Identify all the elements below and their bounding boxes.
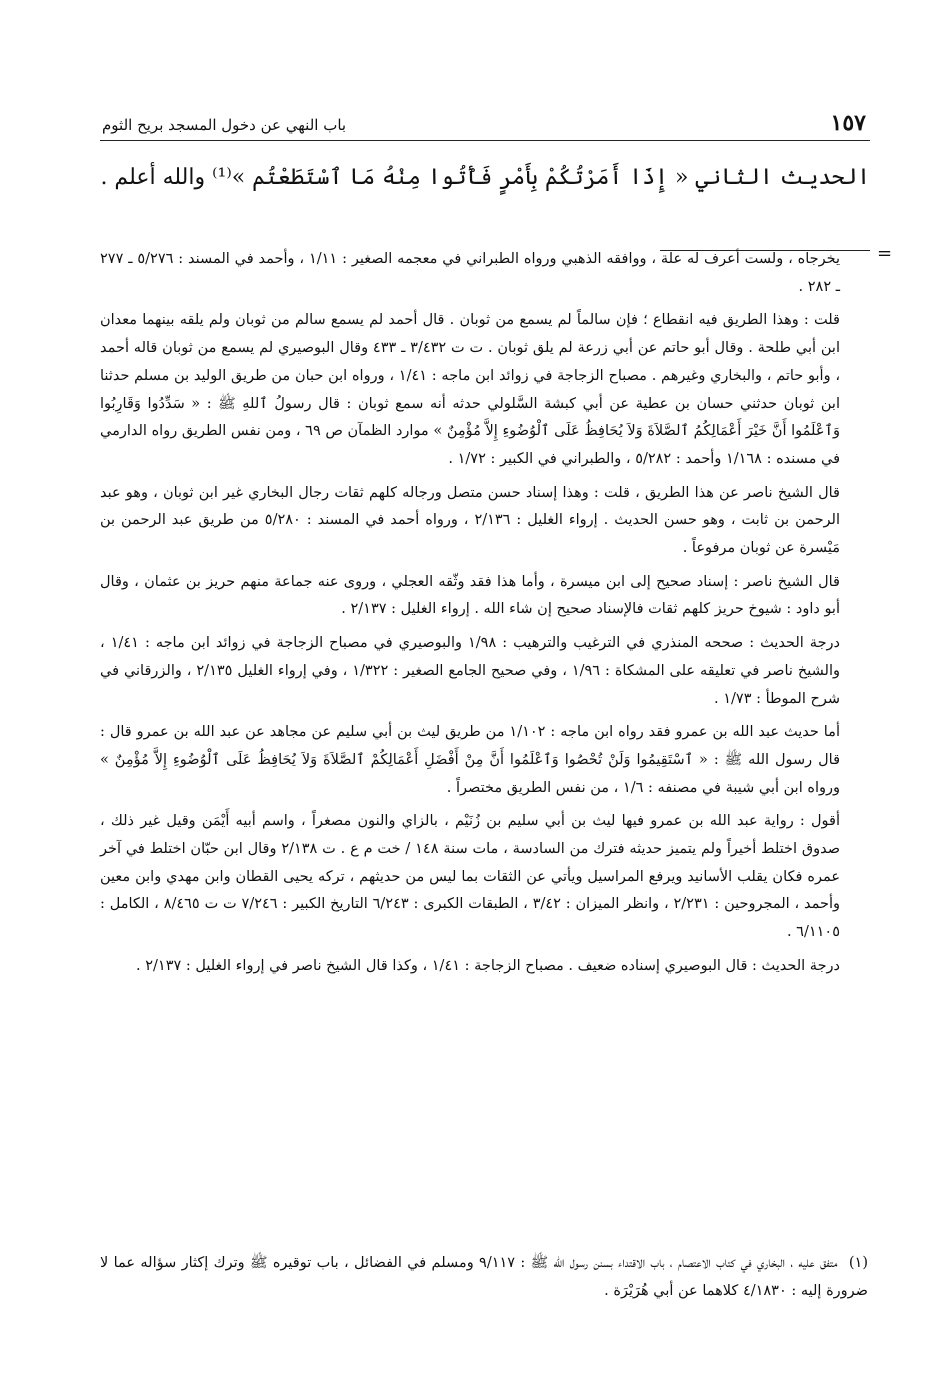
footnote xyxy=(100,1250,868,1305)
main-text: الحديث الثاني « إِذَا أَمَرْتُكُمْ بِأَمْرٍ فَأْتُوا مِنْهُ مَا ٱسْتَطَعْتُم »⁽¹⁾ والله أعلم . xyxy=(100,165,870,190)
notes-section xyxy=(100,246,840,987)
note-paragraph: يخرجاه ، ولست أعرف له علة ، ووافقه الذهبي ورواه الطبراني في معجمه الصغير : ١/١١ ، وأحمد في المسند : ٥/٢٧٦ ـ ٢٧٧ ـ ٢٨٢ . xyxy=(100,251,841,295)
footnote-text: متفق عليه ، البخاري في كتاب الاعتصام ، باب الاقتداء بسنن رسول الله ﷺ : ٩/١١٧ ومسلم في الفضائل ، باب توقيره ﷺ وترك إكثار سؤاله عما لا ضرورة إليه : ٤/١٨٣٠ كلاهما عن أبي هُرَيْرَة . xyxy=(100,1255,868,1299)
note-paragraph: أما حديث عبد الله بن عمرو فقد رواه ابن ماجه : ١/١٠٢ من طريق ليث بن أبي سليم عن مجاهد عن عبد الله بن عمرو قال : قال رسول الله ﷺ : « ٱسْتَقِيمُوا وَلَنْ تُحْصُوا وَٱعْلَمُوا أَنَّ مِنْ أَفْضَلِ أَعْمَالِكُمْ ٱلصَّلاَةَ وَلاَ يُحَافِظُ عَلَى ٱلْوُضُوءِ إِلاَّ مُؤْمِنٌ » ورواه ابن أبي شيبة في مصنفه : ١/٦ ، من نفس الطريق مختصراً . xyxy=(100,724,840,796)
note-paragraph: قلت : وهذا الطريق فيه انقطاع ؛ فإن سالماً لم يسمع من ثوبان . قال أحمد لم يسمع سالم من ثوبان ولم يلقه بينهما معدان ابن أبي طلحة . وقال أبو حاتم عن أبي زرعة لم يلق ثوبان . ت ت ٣/٤٣٢ ـ ٤٣٣ وقال البوصيري لم يسمع من ثوبان قاله أحمد ، وأبو حاتم ، والبخاري وغيرهم . مصباح الزجاجة في زوائد ابن ماجه : ١/٤١ ، ورواه ابن حبان من طريق الوليد بن مسلم حدثنا ابن ثوبان حدثني حسان بن عطية عن أبي كبشة السَّلولي حدثه أنه سمع ثوبان : قال رسولُ ٱللهِ ﷺ : « سَدِّدُوا وَقَارِبُوا وَٱعْلَمُوا أَنَّ خَيْرَ أَعْمَالِكُمُ ٱلصَّلاَةَ وَلاَ يُحَافِظُ عَلَى ٱلْوُضُوءِ إِلاَّ مُؤْمِنٌ » موارد الظمآن ص ٦٩ ، ومن نفس الطريق رواه الدارمي في مسنده : ١/١٦٨ وأحمد : ٥/٢٨٢ ، والطبراني في الكبير : ١/٧٢ . xyxy=(100,312,841,467)
running-title: باب النهي عن دخول المسجد بريح الثوم xyxy=(102,116,347,134)
note-paragraph: أقول : رواية عبد الله بن عمرو فيها ليث بن أبي سليم بن زُنَيْم ، بالزاي والنون مصغراً ، واسم أبيه أَيْمَن وقيل غير ذلك ، صدوق اختلط أخيراً ولم يتميز حديثه فترك من السادسة ، مات سنة ١٤٨ / خت م ع . ت ٢/١٣٨ وقال ابن حبّان اختلط في آخر عمره فكان يقلب الأسانيد ويرفع المراسيل ويأتي عن الثقات بما ليس من حديثهم ، تركه يحيى القطان وابن مهدي وابن معين وأحمد ، المجروحين : ٢/٢٣١ ، وانظر الميزان : ٣/٤٢ ، الطبقات الكبرى : ٦/٢٤٣ التاريخ الكبير : ٧/٢٤٦ ت ت ٨/٤٦٥ ، الكامل : ٦/١١٠٥ . xyxy=(100,813,841,941)
note-paragraph: درجة الحديث : صححه المنذري في الترغيب والترهيب : ١/٩٨ والبوصيري في مصباح الزجاجة في زوائد ابن ماجه : ١/٤١ ، والشيخ ناصر في تعليقه على المشكاة : ١/٩٦ ، وفي صحيح الجامع الصغير : ١/٣٢٢ ، وفي إرواء الغليل ٢/١٣٥ ، والزرقاني في شرح الموطأ : ١/٧٣ . xyxy=(100,635,840,707)
page-header xyxy=(100,108,870,141)
page-number: ١٥٧ xyxy=(830,110,866,136)
note-paragraph: درجة الحديث : قال البوصيري إسناده ضعيف . مصباح الزجاجة : ١/٤١ ، وكذا قال الشيخ ناصر في إرواء الغليل : ٢/١٣٧ . xyxy=(136,957,840,974)
note-paragraph: قال الشيخ ناصر عن هذا الطريق ، قلت : وهذا إسناد حسن متصل ورجاله كلهم ثقات رجال البخاري غير ابن ثوبان ، وهو عبد الرحمن بن ثابت ، وهو حسن الحديث . إرواء الغليل : ٢/١٣٦ ، ورواه أحمد في المسند : ٥/٢٨٠ من طريق عبد الرحمن بن مَيْسرة عن ثوبان مرفوعاً . xyxy=(100,484,840,557)
note-paragraph: قال الشيخ ناصر : إسناد صحيح إلى ابن ميسرة ، وأما هذا فقد وثّقه العجلي ، وروى عنه جماعة منهم حريز بن عثمان ، وقال أبو داود : شيوخ حريز كلهم ثقات فالإسناد صحيح إن شاء الله . إرواء الغليل : ٢/١٣٧ . xyxy=(100,573,840,618)
footnote-marker: (١) xyxy=(848,1255,869,1271)
continuation-mark: = xyxy=(877,243,893,264)
